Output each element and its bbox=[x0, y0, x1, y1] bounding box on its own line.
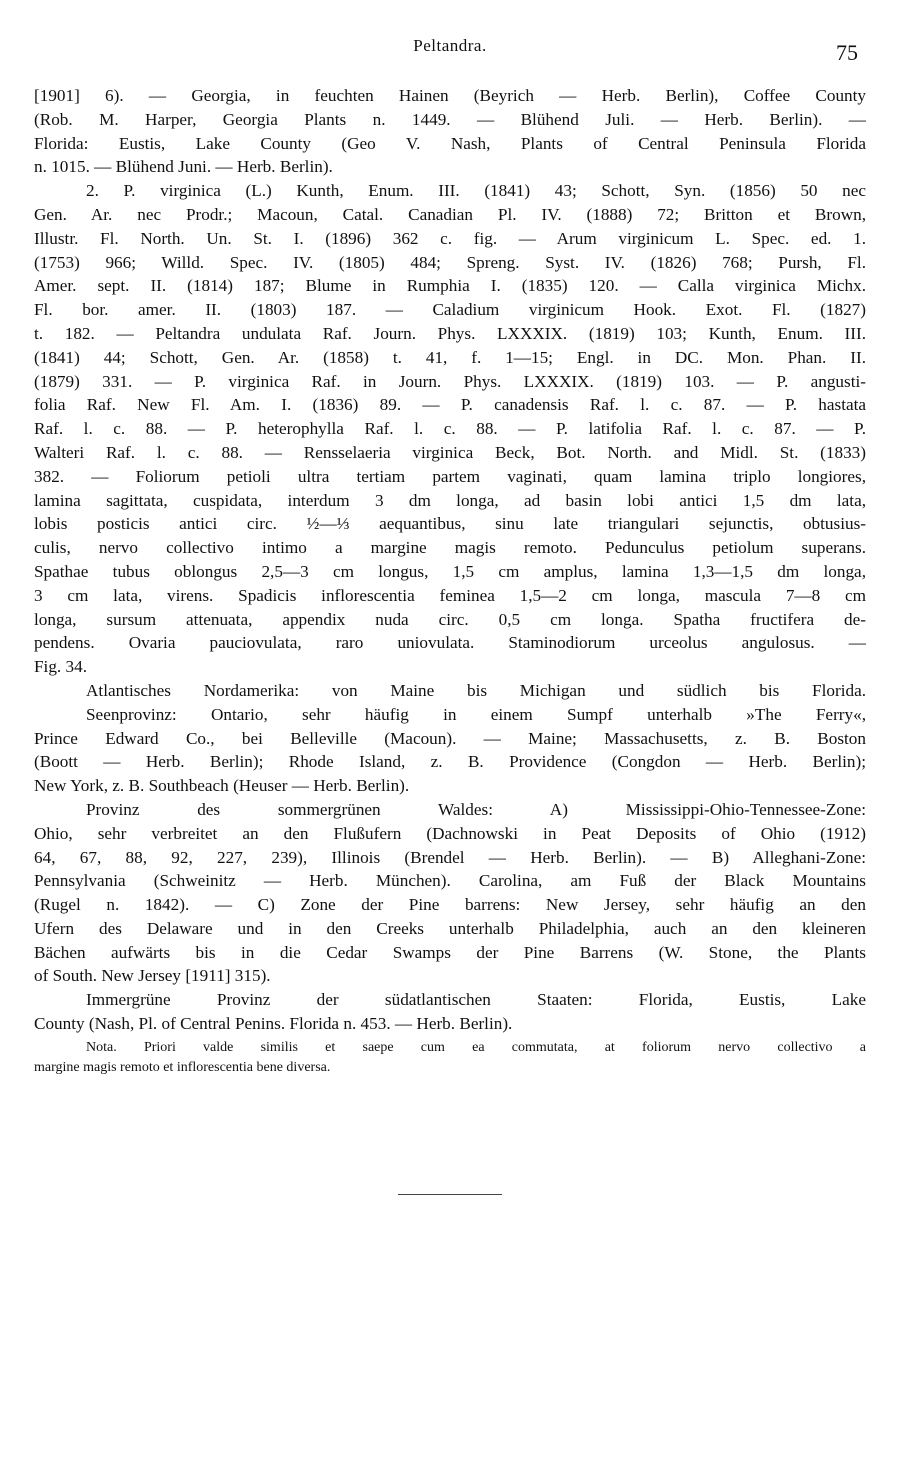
text-line: (1753) 966; Willd. Spec. IV. (1805) 484; Spreng. Syst. IV. (1826) 768; Pursh, Fl. bbox=[34, 252, 866, 272]
text-line: Ohio, sehr verbreitet an den Flußufern (Dachnowski in Peat Deposits of Ohio (1912) bbox=[34, 823, 866, 843]
text-line: Fig. 34. bbox=[34, 657, 88, 677]
text-line: of South. New Jersey [1911] 315). bbox=[34, 966, 271, 986]
text-line: (Rob. M. Harper, Georgia Plants n. 1449. — Blühend Juli. — Herb. Berlin). — bbox=[34, 109, 866, 129]
text-line: Gen. Ar. nec Prodr.; Macoun, Catal. Canadian Pl. IV. (1888) 72; Britton et Brown, bbox=[34, 204, 866, 224]
section-divider bbox=[398, 1194, 502, 1195]
text-line: New York, z. B. Southbeach (Heuser — Herb. Berlin). bbox=[34, 776, 410, 796]
region-heading-line: Seenprovinz: Ontario, sehr häufig in einem Sumpf unterhalb »The Ferry«, bbox=[86, 704, 866, 724]
text-line: [1901] 6). — Georgia, in feuchten Hainen (Beyrich — Herb. Berlin), Coffee County bbox=[34, 86, 866, 105]
footnote-line: margine magis remoto et inflorescentia bene diversa. bbox=[34, 1059, 331, 1075]
text-line: pendens. Ovaria pauciovulata, raro uniovulata. Staminodiorum urceolus angulosus. — bbox=[34, 633, 866, 653]
text-line: Pennsylvania (Schweinitz — Herb. München). Carolina, am Fuß der Black Mountains bbox=[34, 871, 866, 891]
text-line: Walteri Raf. l. c. 88. — Rensselaeria virginica Beck, Bot. North. and Midl. St. (1833) bbox=[34, 442, 866, 462]
text-line: (1879) 331. — P. virginica Raf. in Journ. Phys. LXXXIX. (1819) 103. — P. angusti- bbox=[34, 371, 866, 391]
text-line: t. 182. — Peltandra undulata Raf. Journ. Phys. LXXXIX. (1819) 103; Kunth, Enum. III. bbox=[34, 323, 866, 343]
text-line: 3 cm lata, virens. Spadicis inflorescentia feminea 1,5—2 cm longa, mascula 7—8 cm bbox=[34, 585, 866, 605]
region-heading-line: Immergrüne Provinz der südatlantischen Staaten: Florida, Eustis, Lake bbox=[86, 990, 866, 1010]
text-line: (1841) 44; Schott, Gen. Ar. (1858) t. 41, f. 1—15; Engl. in DC. Mon. Phan. II. bbox=[34, 347, 866, 367]
text-line: culis, nervo collectivo intimo a margine magis remoto. Pedunculus petiolum superans. bbox=[34, 538, 866, 558]
text-line: Spathae tubus oblongus 2,5—3 cm longus, 1,5 cm amplus, lamina 1,3—1,5 dm longa, bbox=[34, 561, 866, 581]
running-title: Peltandra. bbox=[413, 36, 487, 55]
page-header bbox=[0, 36, 900, 66]
region-heading-line: Provinz des sommergrünen Waldes: A) Mississippi-Ohio-Tennessee-Zone: bbox=[86, 799, 866, 819]
text-line: County (Nash, Pl. of Central Penins. Florida n. 453. — Herb. Berlin). bbox=[34, 1014, 513, 1034]
text-line: Bächen aufwärts bis in die Cedar Swamps der Pine Barrens (W. Stone, the Plants bbox=[34, 942, 866, 962]
text-line: Illustr. Fl. North. Un. St. I. (1896) 362 c. fig. — Arum virginicum L. Spec. ed. 1. bbox=[34, 228, 866, 248]
page-number: 75 bbox=[836, 40, 858, 65]
text-line: Ufern des Delaware und in den Creeks unterhalb Philadelphia, auch an den kleineren bbox=[34, 918, 866, 938]
text-line: Prince Edward Co., bei Belleville (Macoun). — Maine; Massachusetts, z. B. Boston bbox=[34, 728, 866, 748]
footnote-line: Nota. Priori valde similis et saepe cum ea commutata, at foliorum nervo collectivo a bbox=[86, 1039, 866, 1055]
nota-footnote bbox=[34, 1038, 866, 1078]
text-line: folia Raf. New Fl. Am. I. (1836) 89. — P. canadensis Raf. l. c. 87. — P. hastata bbox=[34, 395, 866, 415]
text-line: Raf. l. c. 88. — P. heterophylla Raf. l. c. 88. — P. latifolia Raf. l. c. 87. — P. bbox=[34, 419, 866, 439]
text-line: n. 1015. — Blühend Juni. — Herb. Berlin). bbox=[34, 157, 333, 177]
text-line: Fl. bor. amer. II. (1803) 187. — Caladium virginicum Hook. Exot. Fl. (1827) bbox=[34, 300, 866, 320]
text-line: longa, sursum attenuata, appendix nuda circ. 0,5 cm longa. Spatha fructifera de- bbox=[34, 609, 866, 629]
text-line: lobis posticis antici circ. ½—⅓ aequantibus, sinu late triangulari sejunctis, obtusius- bbox=[34, 514, 866, 534]
text-line: 382. — Foliorum petioli ultra tertiam partem vaginati, quam lamina triplo longiores, bbox=[34, 466, 866, 486]
text-line: (Boott — Herb. Berlin); Rhode Island, z. B. Providence (Congdon — Herb. Berlin); bbox=[34, 752, 866, 772]
main-text bbox=[34, 84, 866, 1078]
text-line: Florida: Eustis, Lake County (Geo V. Nash, Plants of Central Peninsula Florida bbox=[34, 133, 866, 153]
text-line: Amer. sept. II. (1814) 187; Blume in Rumphia I. (1835) 120. — Calla virginica Michx. bbox=[34, 276, 866, 296]
species-heading-line: 2. P. virginica (L.) Kunth, Enum. III. (1841) 43; Schott, Syn. (1856) 50 nec bbox=[86, 181, 866, 201]
text-line: (Rugel n. 1842). — C) Zone der Pine barrens: New Jersey, sehr häufig an den bbox=[34, 895, 866, 915]
text-line: lamina sagittata, cuspidata, interdum 3 dm longa, ad basin lobi antici 1,5 dm lata, bbox=[34, 490, 866, 510]
text-line: 64, 67, 88, 92, 227, 239), Illinois (Brendel — Herb. Berlin). — B) Alleghani-Zone: bbox=[34, 847, 866, 867]
distribution-line: Atlantisches Nordamerika: von Maine bis Michigan und südlich bis Florida. bbox=[86, 680, 866, 700]
